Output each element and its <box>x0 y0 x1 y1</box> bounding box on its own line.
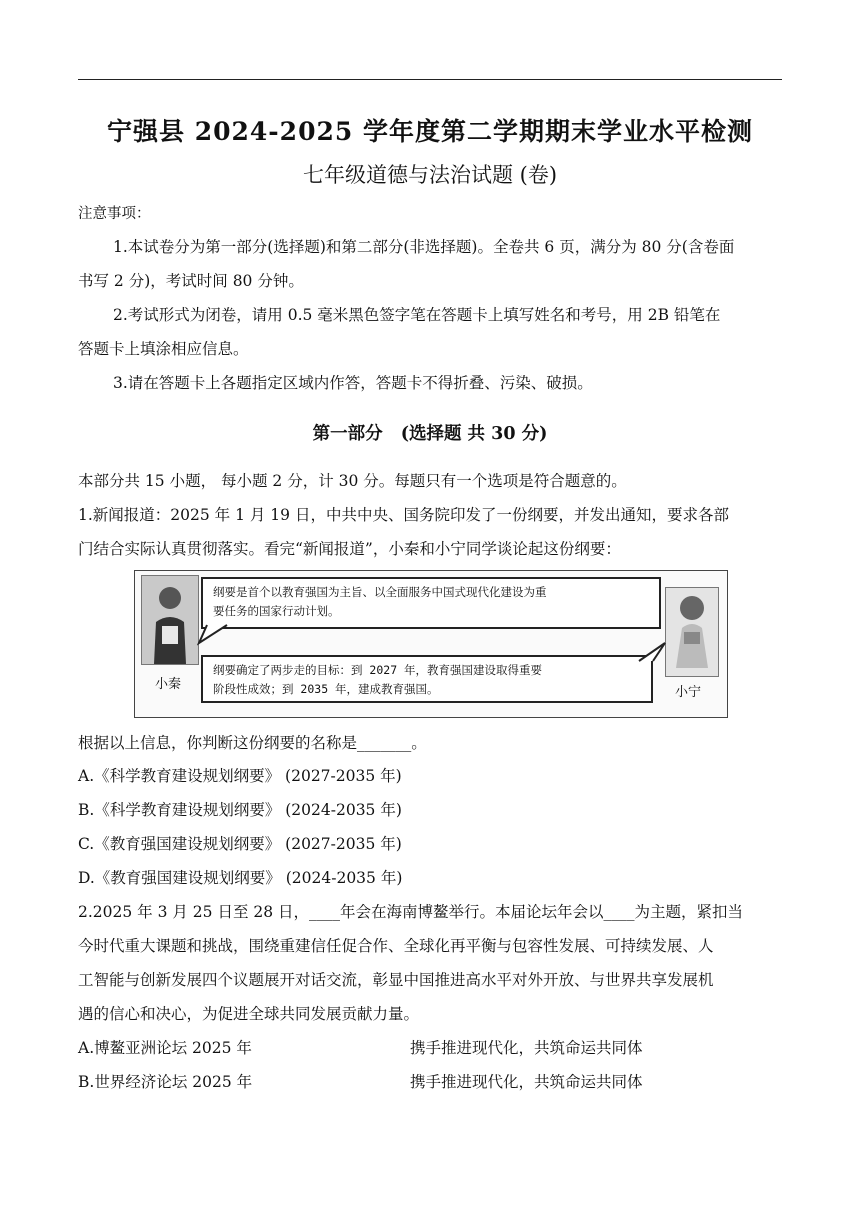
q1-stem-line-1: 1.新闻报道：2025 年 1 月 19 日，中共中央、国务院印发了一份纲要，并发出通知，要求各部 <box>78 506 729 524</box>
notice-item-1-line-1: 1.本试卷分为第一部分(选择题)和第二部分(非选择题)。全卷共 6 页，满分为 80 分(含卷面 <box>113 238 735 256</box>
notice-item-3: 3.请在答题卡上各题指定区域内作答，答题卡不得折叠、污染、破损。 <box>113 374 593 392</box>
q1-question: 根据以上信息，你判断这份纲要的名称是_______。 <box>78 734 427 752</box>
page-title: 宁强县 2024-2025 学年度第二学期期末学业水平检测 <box>107 117 753 146</box>
q1-stem-line-2: 门结合实际认真贯彻落实。看完“新闻报道”，小秦和小宁同学谈论起这份纲要： <box>78 540 621 558</box>
section-intro: 本部分共 15 小题， 每小题 2 分，计 30 分。每题只有一个选项是符合题意的。 <box>78 472 627 490</box>
girl-photo <box>665 587 719 677</box>
bubble-1-line-1: 纲要是首个以教育强国为主旨、以全面服务中国式现代化建设为重 <box>213 585 547 599</box>
speech-bubble-1 <box>201 577 661 629</box>
q2-option-a-theme: 携手推进现代化，共筑命运共同体 <box>410 1039 643 1057</box>
q2-stem-line-3: 工智能与创新发展四个议题展开对话交流，彰显中国推进高水平对外开放、与世界共享发展机 <box>78 971 714 989</box>
bubble-2-tail <box>635 641 669 663</box>
page-subtitle: 七年级道德与法治试题 (卷) <box>302 163 558 187</box>
q2-option-b-theme: 携手推进现代化，共筑命运共同体 <box>410 1073 643 1091</box>
bubble-2-line-1: 纲要确定了两步走的目标：到 2027 年，教育强国建设取得重要 <box>213 663 543 677</box>
notice-heading: 注意事项： <box>78 206 151 222</box>
q2-stem-line-2: 今时代重大课题和挑战，围绕重建信任促合作、全球化再平衡与包容性发展、可持续发展、人 <box>78 937 714 955</box>
bubble-1-line-2: 要任务的国家行动计划。 <box>213 604 340 618</box>
q2-option-b-forum: B.世界经济论坛 2025 年 <box>78 1073 253 1091</box>
q2-stem-line-1: 2.2025 年 3 月 25 日至 28 日，____年会在海南博鳌举行。本届论坛年会以____为主题，紧扣当 <box>78 903 744 921</box>
q2-option-a-forum: A.博鳌亚洲论坛 2025 年 <box>78 1039 252 1057</box>
section-heading <box>0 420 860 445</box>
q2-option-b <box>78 1072 784 1092</box>
notice-item-1-line-2: 书写 2 分)，考试时间 80 分钟。 <box>78 272 304 290</box>
speech-bubble-2 <box>201 655 653 703</box>
q2-option-a <box>78 1038 784 1058</box>
q1-option-b: B.《科学教育建设规划纲要》 (2024-2035 年) <box>78 801 402 819</box>
boy-photo <box>141 575 199 665</box>
q1-option-c: C.《教育强国建设规划纲要》 (2027-2035 年) <box>78 835 402 853</box>
section-heading-part: 第一部分 <box>312 424 383 444</box>
bubble-2-line-2: 阶段性成效；到 2035 年，建成教育强国。 <box>213 682 439 696</box>
right-speaker-name: 小宁 <box>675 685 702 700</box>
q1-option-d: D.《教育强国建设规划纲要》 (2024-2035 年) <box>78 869 403 887</box>
q1-dialogue-figure <box>134 570 728 718</box>
q2-stem-line-4: 遇的信心和决心，为促进全球共同发展贡献力量。 <box>78 1005 420 1023</box>
notice-item-2-line-2: 答题卡上填涂相应信息。 <box>78 340 249 358</box>
section-heading-detail: (选择题 共 30 分) <box>400 424 548 444</box>
top-rule <box>78 79 782 80</box>
notice-item-2-line-1: 2.考试形式为闭卷，请用 0.5 毫米黑色签字笔在答题卡上填写姓名和考号，用 2B 铅笔在 <box>113 306 721 324</box>
q1-option-a: A.《科学教育建设规划纲要》 (2027-2035 年) <box>78 767 402 785</box>
bubble-1-tail <box>197 623 237 647</box>
left-speaker-name: 小秦 <box>155 677 182 692</box>
